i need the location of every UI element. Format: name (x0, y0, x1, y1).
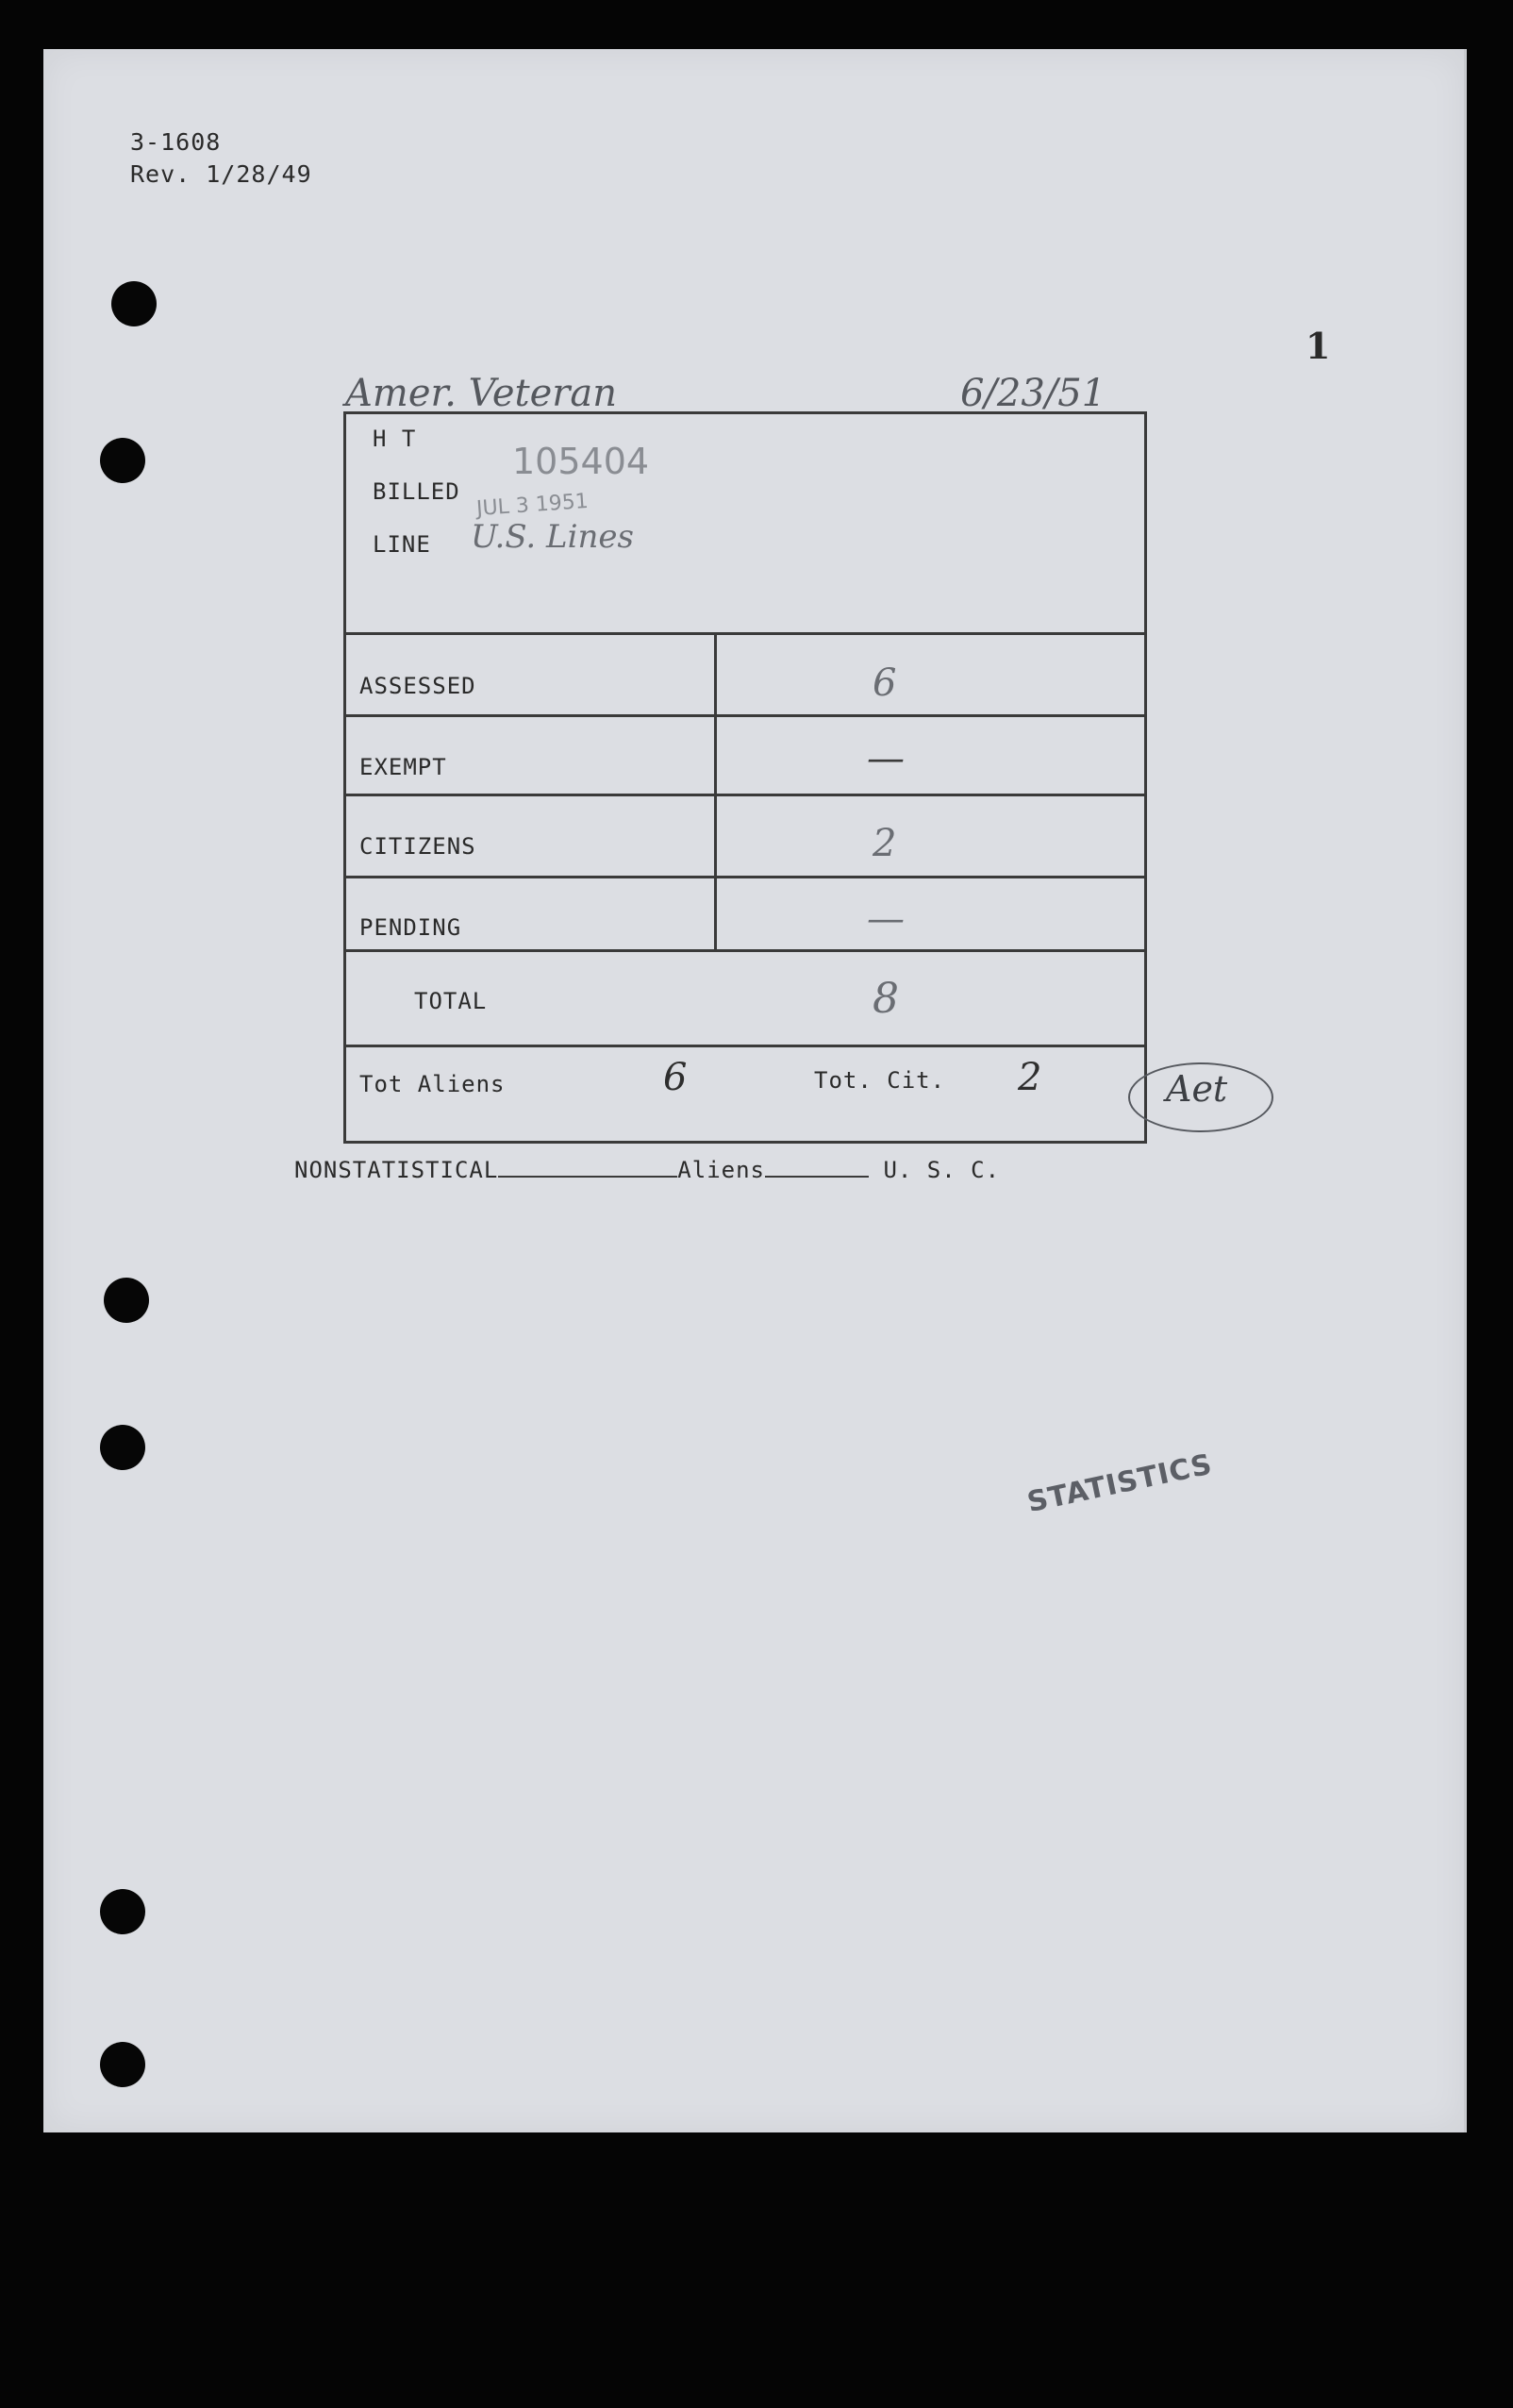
line-label: LINE (373, 531, 431, 558)
form-table (343, 411, 1147, 1144)
usc-label: U. S. C. (883, 1157, 1001, 1183)
row-value-assessed: 6 (873, 661, 897, 705)
date-handwritten: 6/23/51 (960, 372, 1106, 415)
form-number: 3-1608 (130, 128, 222, 156)
nonstatistical-label: NONSTATISTICAL (294, 1157, 499, 1183)
tot-cit-value: 2 (1018, 1056, 1042, 1099)
aliens-label: Aliens (677, 1157, 765, 1183)
row-divider (346, 632, 1144, 635)
row-divider (346, 1045, 1144, 1047)
row-divider (346, 714, 1144, 717)
row-divider (346, 794, 1144, 796)
total-value: 8 (873, 975, 899, 1023)
billed-label: BILLED (373, 478, 460, 505)
row-label-exempt: EXEMPT (359, 754, 447, 780)
ht-number: 105404 (512, 441, 650, 482)
binder-hole (104, 1278, 149, 1323)
row-label-pending: PENDING (359, 914, 462, 941)
page-number: 1 (1305, 325, 1331, 367)
vessel-name-handwritten: Amer. Veteran (345, 372, 618, 415)
row-value-citizens: 2 (873, 822, 897, 865)
line-value-handwritten: U.S. Lines (471, 518, 634, 556)
row-divider (346, 876, 1144, 878)
tot-aliens-value: 6 (663, 1056, 688, 1099)
tot-cit-label: Tot. Cit. (814, 1067, 946, 1094)
row-value-pending: — (867, 897, 905, 941)
row-label-citizens: CITIZENS (359, 833, 476, 860)
row-value-exempt: — (867, 737, 905, 780)
binder-hole (100, 1889, 145, 1934)
paper-sheet (43, 49, 1467, 2132)
initials-handwritten: Aet (1166, 1068, 1228, 1110)
form-revision: Rev. 1/28/49 (130, 160, 312, 188)
statistics-stamp: STATISTICS (1024, 1447, 1216, 1520)
total-label: TOTAL (414, 988, 488, 1014)
row-label-assessed: ASSESSED (359, 673, 476, 699)
binder-hole (100, 1425, 145, 1470)
column-divider (714, 635, 717, 952)
nonstatistical-line (294, 1151, 1000, 1183)
binder-hole (100, 2042, 145, 2087)
nonstatistical-blank (498, 1151, 677, 1178)
ht-label: H T (373, 426, 417, 452)
binder-hole (111, 281, 157, 326)
aliens-blank (765, 1151, 869, 1178)
tot-aliens-label: Tot Aliens (359, 1071, 506, 1097)
billed-date-stamp: JUL 3 1951 (475, 489, 590, 522)
row-divider (346, 949, 1144, 952)
binder-hole (100, 438, 145, 483)
